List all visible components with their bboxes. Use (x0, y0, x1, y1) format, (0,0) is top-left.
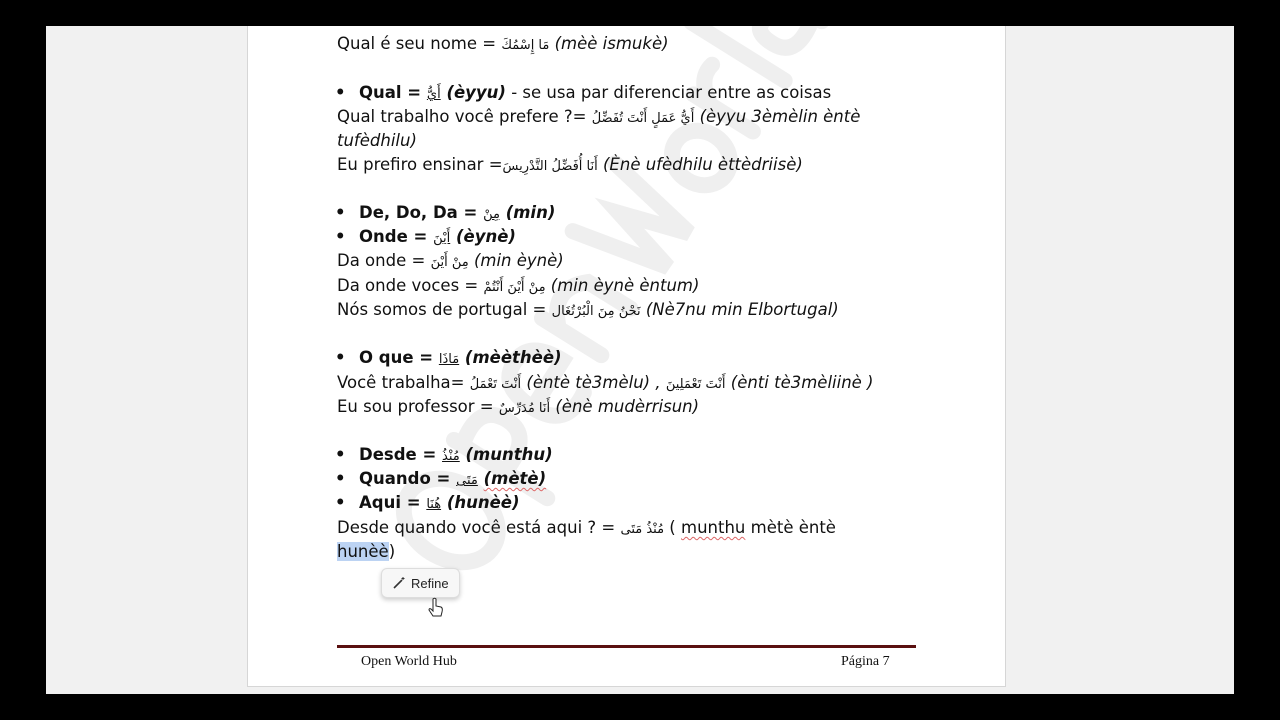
bullet-item: • Qual = أَيُّ (èyyu) - se usa par diferenciar entre as coisas (359, 82, 831, 106)
refine-label: Refine (411, 575, 449, 591)
page-number: Página 7 (841, 654, 890, 669)
bullet-item: • De, Do, Da = مِنْ (min) (359, 202, 555, 226)
bullet-item: • Onde = أَيْنَ (èynè) (359, 226, 516, 250)
text-line: Nós somos de portugal = نَحْنُ مِنَ الْبُرْتُغَال (Nè7nu min Elbortugal) (337, 300, 839, 319)
refine-button[interactable] (381, 568, 460, 598)
hand-cursor-icon (428, 597, 444, 617)
bullet-item: • Aqui = هُنَا (hunèè) (359, 492, 520, 516)
text-line: Desde quando você está aqui ? = مُنْذُ مَتَى ( munthu mètè èntè (337, 518, 836, 537)
text-line: tufèdhilu) (337, 131, 417, 150)
document-page[interactable] (247, 26, 1006, 687)
text-line: Eu prefiro ensinar =أَنَا أُفَضِّلُ التَّدْرِيسَ (Ènè ufèdhilu èttèdriisè) (337, 155, 803, 174)
selected-text[interactable]: hunèè (337, 542, 389, 561)
text-line: Qual é seu nome = مَا إِسْمُكَ (mèè ismukè) (337, 34, 669, 53)
document-viewer[interactable] (46, 26, 1234, 694)
text-line[interactable]: hunèè) (337, 542, 396, 561)
text-line: Da onde voces = مِنْ أَيْنَ أَنْتُمْ (min èynè èntum) (337, 276, 700, 295)
text-line: Da onde = مِنْ أَيْنَ (min èynè) (337, 251, 564, 270)
bullet-item: • O que = مَاذَا (mèèthèè) (359, 347, 562, 371)
bullet-item: • Desde = مُنْذُ (munthu) (359, 444, 553, 468)
footer-left: Open World Hub (361, 654, 457, 669)
text-line: Você trabalha= أَنْتَ تَعْمَلُ (èntè tè3mèlu) , أَنْتَ تَعْمَلِينَ (ènti tè3mèliinè ) (337, 373, 874, 392)
text-line: Eu sou professor = أَنَا مُدَرِّسٌ (ènè mudèrrisun) (337, 397, 700, 416)
footer-rule (337, 645, 916, 648)
bullet-item: • Quando = مَتَى (mètè) (359, 468, 546, 492)
text-line: Qual trabalho você prefere ?= أَيُّ عَمَلٍ أَنْتَ تُفَضِّلُ (èyyu 3èmèlin èntè (337, 107, 861, 126)
magic-pen-icon (392, 576, 406, 590)
